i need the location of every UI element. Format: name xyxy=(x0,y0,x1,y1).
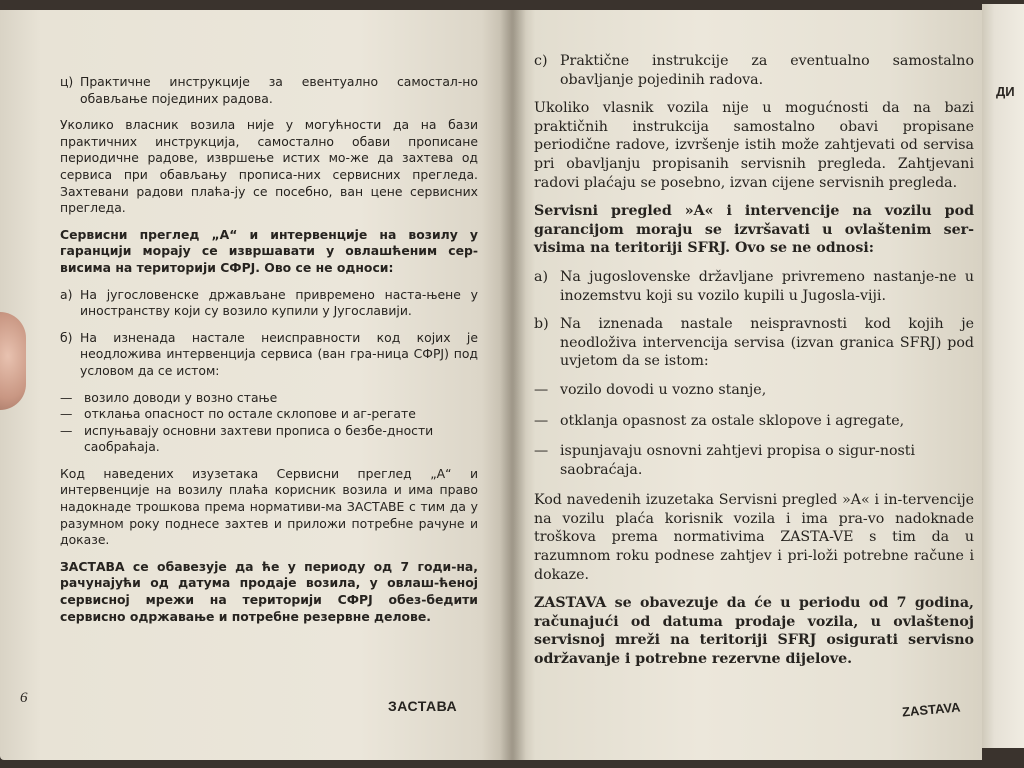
list-marker: ц) xyxy=(60,74,74,89)
right-paragraph-warranty-service: Servisni pregled »A« i intervencije na vozilu pod garancijom moraju se izvršavati u ovlaštenim ser-visima na teritoriji SFRJ. Ovo se ne odnosi: xyxy=(534,203,974,257)
list-marker: b) xyxy=(534,316,549,333)
left-item-b xyxy=(60,330,478,380)
dash-text: vozilo dovodi u vozno stanje, xyxy=(560,381,767,398)
right-paragraph-owner-instructions: Ukoliko vlasnik vozila nije u mogućnosti da na bazi praktičnih instrukcija samostalno obavi propisane periodične radove, izvršenje istih može zahtjevati od servisa pri obavljanju propisanih servisnih pregleda. Zahtjevani radovi plaćaju se posebno, izvan cijene servisnih pregleda. xyxy=(534,100,974,191)
right-page xyxy=(512,10,982,760)
list-item-text: Na jugoslovenske državljane privremeno nastanje-ne u inozemstvu koji su vozilo kupili u Jugosla-viji. xyxy=(560,268,974,304)
dash-item xyxy=(60,406,478,423)
dash-marker: — xyxy=(534,412,549,429)
dash-item xyxy=(534,442,974,479)
list-marker: б) xyxy=(60,329,73,345)
dash-text: ispunjavaju osnovni zahtjevi propisa o sigur-nosti saobraćaja. xyxy=(560,443,916,478)
right-paragraph-zastava-obligation: ZASTAVA se obavezuje da će u periodu od 7 godina, računajući od datuma prodaje vozila, u ovlaštenoj servisnoj mreži na teritoriji SFRJ osigurati servisno održavanje i potrebne rezervne dijelove. xyxy=(534,595,974,668)
right-page-text-column xyxy=(534,52,974,679)
dash-marker: — xyxy=(60,406,73,422)
dash-item xyxy=(60,423,478,456)
left-page-text-column xyxy=(60,74,478,635)
dash-marker: — xyxy=(60,422,73,438)
list-marker: а) xyxy=(60,286,73,302)
left-item-c xyxy=(60,74,478,107)
left-paragraph-owner-instructions: Уколико власник возила није у могућности да на бази практичних инструкција, самостално обави прописане периодичне радове, извршење истих мо-же да захтева од сервиса при обављању прописа-них сервисних прегледа. Захтевани радови плаћа-ју се посебно, ван цене сервисних прегледа. xyxy=(60,117,478,216)
thumb-holding-book xyxy=(0,312,26,410)
left-item-a xyxy=(60,287,478,320)
list-marker: a) xyxy=(534,268,548,285)
dash-text: otklanja opasnost za ostale sklopove i agregate, xyxy=(560,412,905,429)
list-item-text: Na iznenada nastale neispravnosti kod kojih je neodloživa intervencija servisa (izvan granica SFRJ) pod uvjetom da se istom: xyxy=(560,316,974,370)
dash-text: отклања опасност по остале склопове и аг-регате xyxy=(84,406,416,422)
right-paragraph-exceptions: Kod navedenih izuzetaka Servisni pregled »A« i in-tervencije na vozilu plaća korisnik vozila i ima pra-vo nadoknade troškova prema normativima ZASTA-VE s tim da u razumnom roku podnese zahtjev i pri-loži potrebne račune i dokaze. xyxy=(534,492,974,583)
right-brand-footer: ZASTAVA xyxy=(901,699,962,720)
list-marker: c) xyxy=(534,53,548,69)
next-page-edge xyxy=(982,4,1024,748)
page-number: 6 xyxy=(20,690,28,706)
dash-text: возило доводи у возно стање xyxy=(84,389,278,405)
dash-text: испуњавају основни захтеви прописа о безбе-дности саобраћаја. xyxy=(84,422,434,455)
right-item-b xyxy=(534,315,974,371)
list-item-text: Практичне инструкције за евентуално самостал-но обављање појединих радова. xyxy=(80,74,478,106)
next-page-edge-text: ДИ xyxy=(996,84,1015,99)
dash-marker: — xyxy=(60,389,73,405)
left-paragraph-warranty-service: Сервисни преглед „А“ и интервенције на возилу у гаранцији морају се извршавати у овлашћеним сер-висима на територији СФРЈ. Ово се не односи: xyxy=(60,226,478,275)
list-item-text: На југословенске држављане привремено наста-њене у иностранству који су возило купили у Југославији. xyxy=(80,286,478,319)
left-paragraph-zastava-obligation: ЗАСТАВА се обавезује да ће у периоду од 7 годи-на, рачунајући од датума продаје возила, у овлаш-ћеној сервисној мрежи на територији СФРЈ обез-бедити сервисно одржавање и потребне резервне делове. xyxy=(60,558,478,624)
dash-marker: — xyxy=(534,381,549,398)
left-brand-footer: ЗАСТАВА xyxy=(388,698,458,714)
book-spine-shadow xyxy=(500,10,526,760)
list-item-text: Praktične instrukcije za eventualno samostalno obavljanje pojedinih radova. xyxy=(560,53,974,88)
dash-item xyxy=(60,390,478,407)
dash-item xyxy=(534,381,974,400)
right-item-c xyxy=(534,52,974,89)
left-page xyxy=(0,10,512,760)
dash-marker: — xyxy=(534,443,549,460)
left-paragraph-exceptions: Код наведених изузетака Сервисни преглед „А“ и интервенције на возилу плаћа корисник возила и има право надокнаде трошкова према нормативи-ма ЗАСТАВЕ с тим да у разумном року поднесе захтев и приложи потребне рачуне и доказе. xyxy=(60,465,478,548)
left-dash-list xyxy=(60,390,478,456)
list-item-text: На изненада настале неисправности код којих је неодложива интервенција сервиса (ван гра-ница СФРЈ) под условом да се истом: xyxy=(80,329,478,378)
right-item-a xyxy=(534,268,974,305)
dash-item xyxy=(534,412,974,431)
